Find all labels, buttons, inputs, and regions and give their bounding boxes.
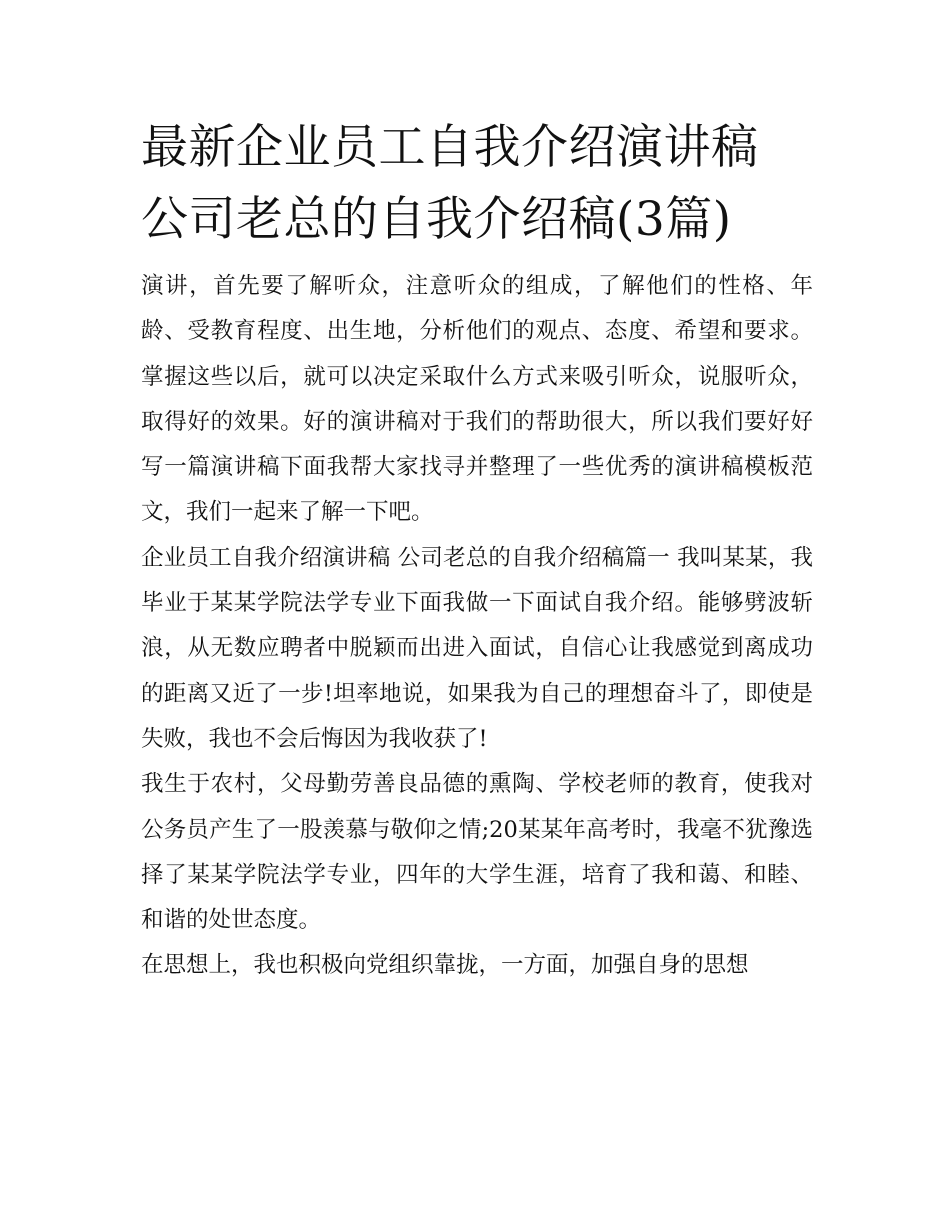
paragraph-background: 我生于农村，父母勤劳善良品德的熏陶、学校老师的教育，使我对公务员产生了一股羡慕与敬仰之情;20某某年高考时，我毫不犹豫选择了某某学院法学专业，四年的大学生涯，培育了我和蔼、和睦、和谐的处世态度。	[141, 771, 813, 934]
document-body	[141, 264, 813, 989]
paragraph-intro: 演讲，首先要了解听众，注意听众的组成，了解他们的性格、年龄、受教育程度、出生地，分析他们的观点、态度、希望和要求。掌握这些以后，就可以决定采取什么方式来吸引听众，说服听众，取得好的效果。好的演讲稿对于我们的帮助很大，所以我们要好好写一篇演讲稿下面我帮大家找寻并整理了一些优秀的演讲稿模板范文，我们一起来了解一下吧。	[141, 273, 813, 526]
paragraph-chapter-one: 企业员工自我介绍演讲稿 公司老总的自我介绍稿篇一 我叫某某，我毕业于某某学院法学专业下面我做一下面试自我介绍。能够劈波斩浪，从无数应聘者中脱颖而出进入面试，自信心让我感觉到离成功的距离又近了一步!坦率地说，如果我为自己的理想奋斗了，即使是失败，我也不会后悔因为我收获了!	[141, 544, 813, 752]
document-page	[141, 112, 813, 989]
title-line-1: 最新企业员工自我介绍演讲稿	[141, 120, 759, 175]
paragraph-ideology: 在思想上，我也积极向党组织靠拢，一方面，加强自身的思想	[141, 952, 749, 979]
document-title	[141, 112, 813, 256]
title-line-2: 公司老总的自我介绍稿(3篇)	[141, 192, 732, 247]
